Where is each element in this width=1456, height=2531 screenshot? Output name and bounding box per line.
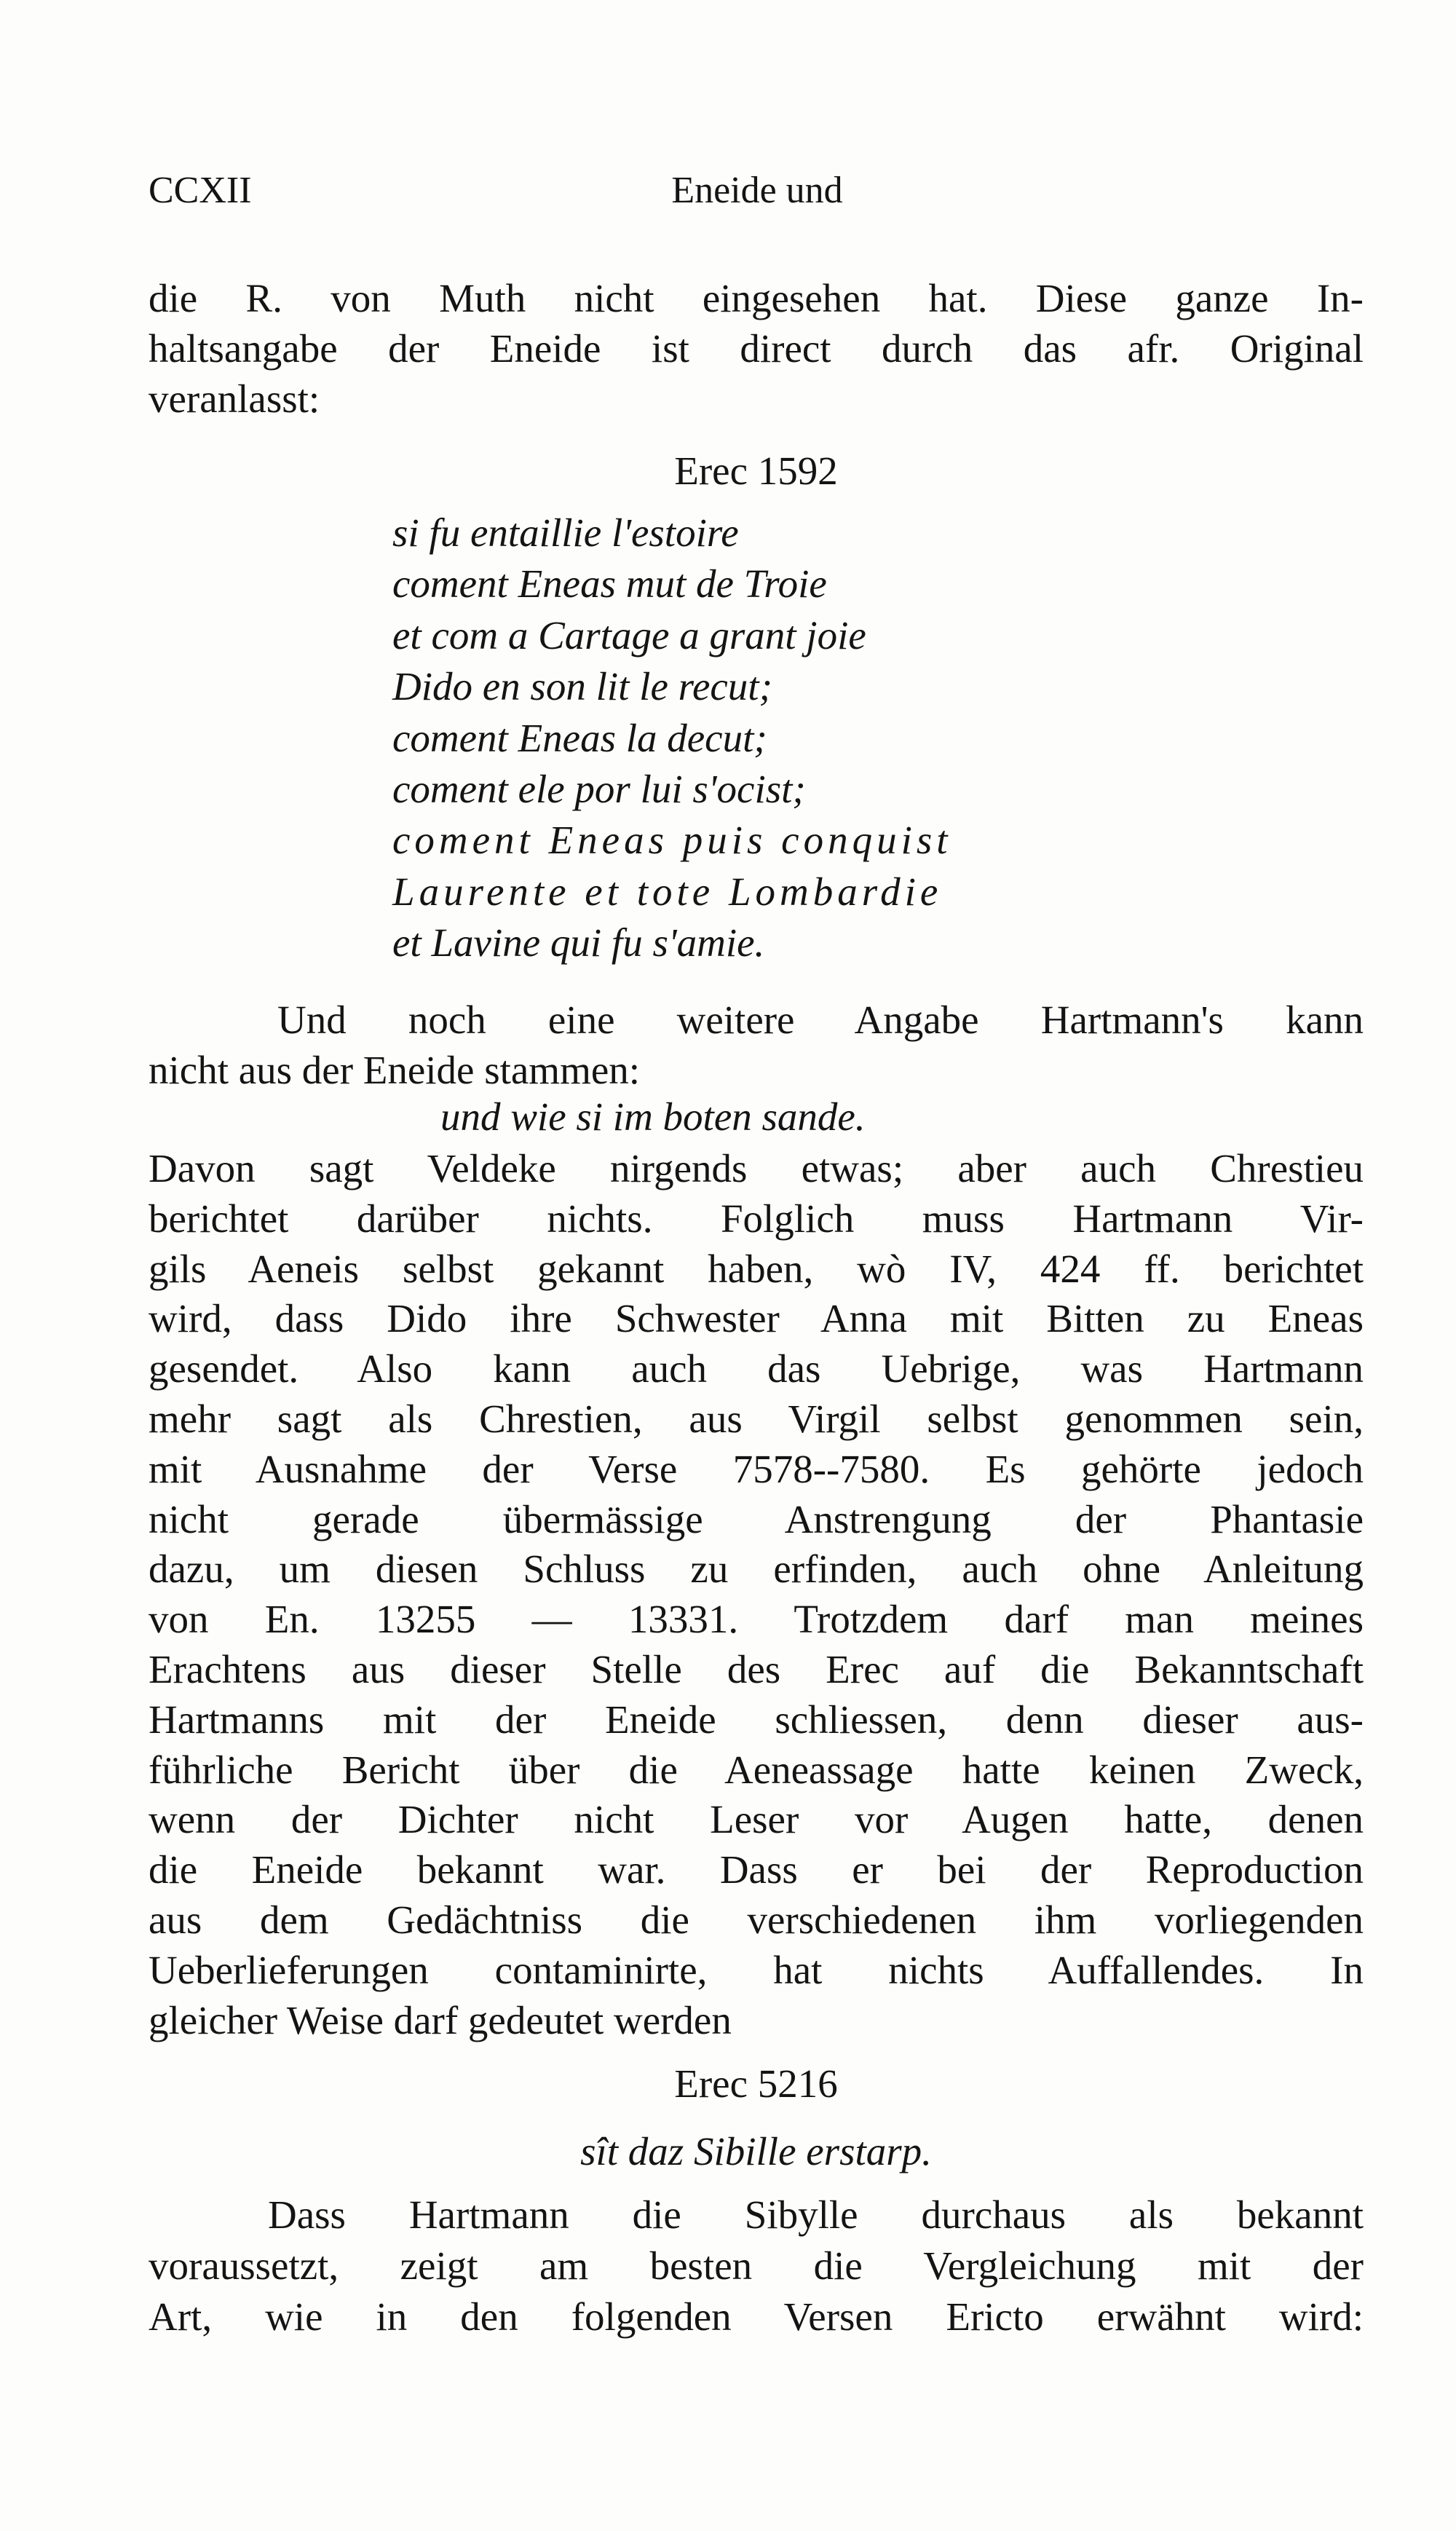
- text-line: gesendet. Also kann auch das Uebrige, was Hartmann: [149, 1346, 1364, 1391]
- verse-line: si fu entaillie l'estoire: [392, 510, 739, 555]
- page-number: CCXII: [149, 170, 252, 211]
- text-line: haltsangabe der Eneide ist direct durch das afr. Original: [149, 326, 1364, 371]
- verse-line: coment Eneas puis conquist: [392, 818, 952, 863]
- citation-heading: Erec 5216: [674, 2061, 838, 2106]
- text-line: mehr sagt als Chrestien, aus Virgil selbst genommen sein,: [149, 1397, 1364, 1441]
- text-line: die R. von Muth nicht eingesehen hat. Diese ganze In-: [149, 276, 1364, 320]
- text-line: wird, dass Dido ihre Schwester Anna mit Bitten zu Eneas: [149, 1296, 1364, 1341]
- text-line: veranlasst:: [149, 376, 320, 421]
- text-line: nicht gerade übermässige Anstrengung der Phantasie: [149, 1496, 1364, 1541]
- verse-line: coment Eneas mut de Troie: [392, 561, 827, 607]
- quoted-verse: sît daz Sibille erstarp.: [580, 2129, 932, 2173]
- text-line: führliche Bericht über die Aeneassage hatte keinen Zweck,: [149, 1747, 1364, 1792]
- verse-line: coment Eneas la decut;: [392, 715, 767, 760]
- quoted-verse: und wie si im boten sande.: [440, 1094, 866, 1139]
- verse-line: Dido en son lit le recut;: [392, 664, 772, 709]
- running-title: Eneide und: [671, 170, 843, 211]
- citation-heading: Erec 1592: [674, 449, 838, 493]
- text-line: wenn der Dichter nicht Leser vor Augen hatte, denen: [149, 1797, 1364, 1842]
- text-line: Ueberlieferungen contaminirte, hat nichts Auffallendes. In: [149, 1947, 1364, 1992]
- text-line: die Eneide bekannt war. Dass er bei der Reproduction: [149, 1847, 1364, 1892]
- verse-line: coment ele por lui s'ocist;: [392, 767, 806, 811]
- text-line: aus dem Gedächtniss die verschiedenen ihm vorliegenden: [149, 1898, 1364, 1942]
- text-line: Dass Hartmann die Sibylle durchaus als bekannt: [268, 2192, 1364, 2237]
- verse-line: et com a Cartage a grant joie: [392, 612, 866, 658]
- verse-line: Laurente et tote Lombardie: [392, 869, 943, 914]
- text-line: nicht aus der Eneide stammen:: [149, 1048, 641, 1092]
- text-line: dazu, um diesen Schluss zu erfinden, auch ohne Anleitung: [149, 1547, 1364, 1592]
- text-line: gils Aeneis selbst gekannt haben, wò IV, 424 ff. berichtet: [149, 1246, 1364, 1291]
- text-line: berichtet darüber nichts. Folglich muss Hartmann Vir-: [149, 1196, 1364, 1241]
- text-line: mit Ausnahme der Verse 7578--7580. Es gehörte jedoch: [149, 1446, 1364, 1491]
- text-line: Davon sagt Veldeke nirgends etwas; aber auch Chrestieu: [149, 1146, 1364, 1191]
- text-line: Art, wie in den folgenden Versen Ericto erwähnt wird:: [149, 2294, 1364, 2339]
- text-line: Und noch eine weitere Angabe Hartmann's kann: [277, 998, 1364, 1042]
- text-line: voraussetzt, zeigt am besten die Vergleichung mit der: [149, 2243, 1364, 2288]
- text-line: Hartmanns mit der Eneide schliessen, denn dieser aus-: [149, 1697, 1364, 1742]
- verse-line: et Lavine qui fu s'amie.: [392, 920, 765, 966]
- text-line: Erachtens aus dieser Stelle des Erec auf die Bekanntschaft: [149, 1647, 1364, 1691]
- text-line: von En. 13255 — 13331. Trotzdem darf man meines: [149, 1597, 1364, 1642]
- text-line: gleicher Weise darf gedeutet werden: [149, 1997, 732, 2042]
